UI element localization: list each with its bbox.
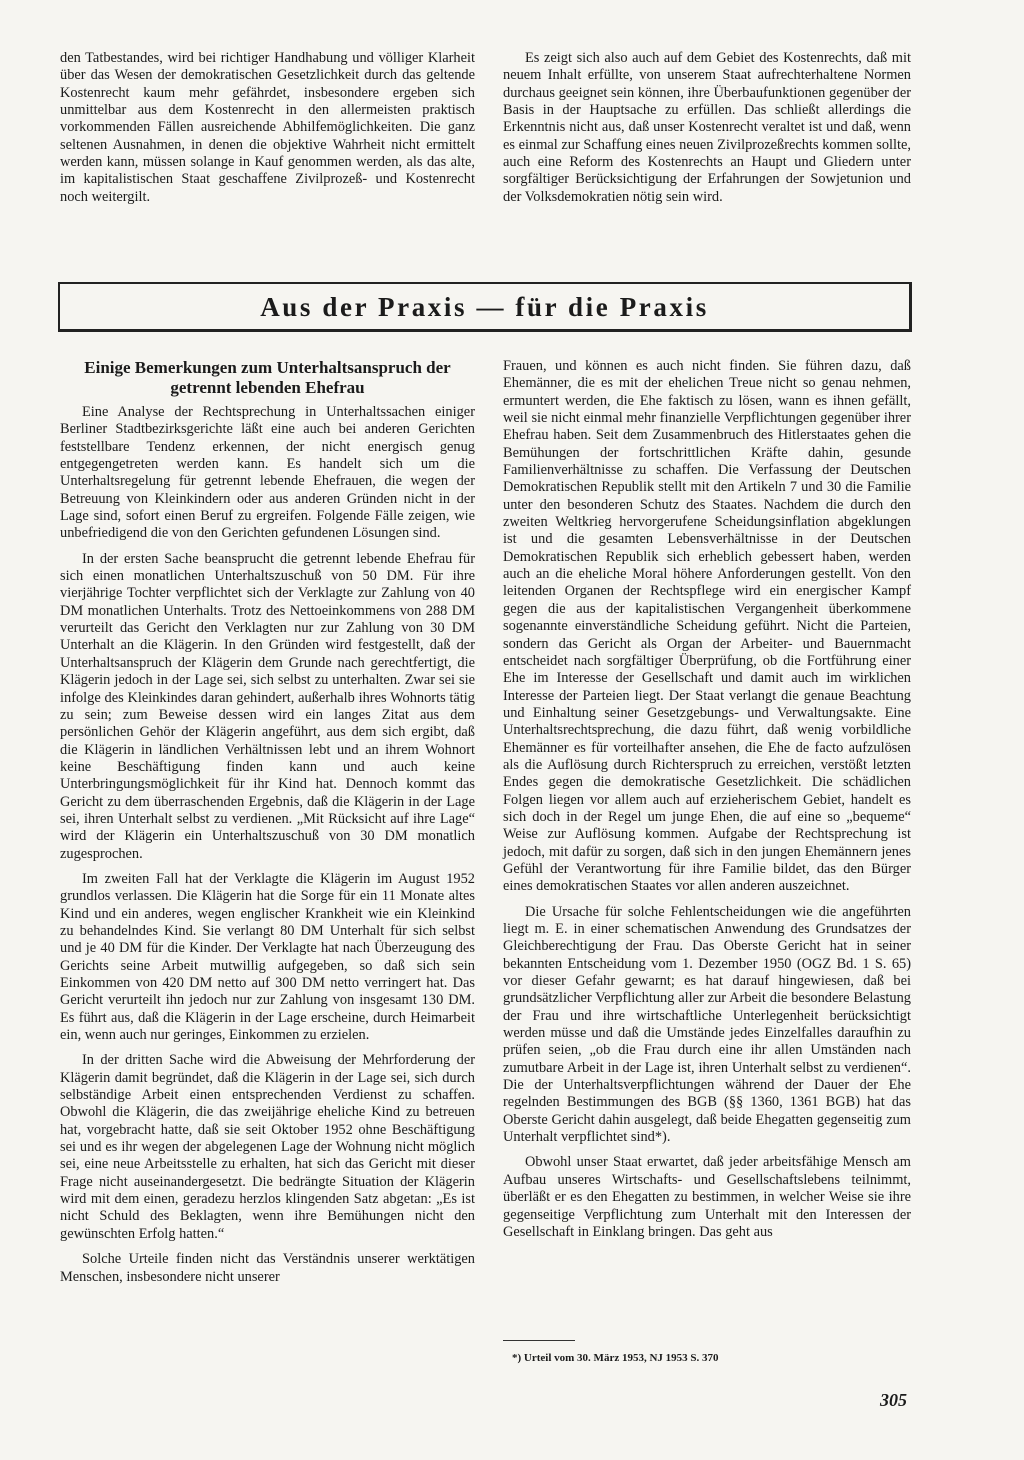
article-left-column [60,358,475,1286]
paragraph: den Tatbestandes, wird bei richtiger Handhabung und völliger Klarheit über das Wesen der demokratischen Gesetzlichkeit durch das geltende Kostenrecht kaum mehr gefährdet, insbesondere ergeben sich unmittelbar aus dem Kostenrecht in den allermeisten praktisch vorkommenden Fällen ausreichende Abhilfemöglichkeiten. Die ganz seltenen Ausnahmen, in denen die objektive Wahrheit nicht ermittelt werden kann, müssen solange in Kauf genommen werden, als das alte, im kapitalistischen Staat geschaffene Zivilprozeß- und Kostenrecht noch weitergilt. [60,50,475,205]
footnote-divider [503,1340,575,1341]
paragraph: Eine Analyse der Rechtsprechung in Unterhaltssachen einiger Berliner Stadtbezirksgerichte läßt eine auch bei anderen Gerichten feststellbare Tendenz erkennen, der nicht energisch genug entgegengetreten werden kann. Es handelt sich um die Unterhaltsregelung für getrennt lebende Ehefrauen, die wegen der Betreuung von Kleinkindern oder aus anderen Gründen nicht in der Lage sind, sofort einen Beruf zu ergreifen. Folgende Fälle zeigen, wie unbefriedigend die von den Gerichten gefundenen Lösungen sind. [60,404,475,542]
paragraph: Im zweiten Fall hat der Verklagte die Klägerin im August 1952 grundlos verlassen. Die Klägerin hat die Sorge für ein 11 Monate altes Kind und ein anderes, wegen englischer Krankheit wie ein Kleinkind zu behandelndes Kind. Sie verlangt 80 DM Unterhalt für sich selbst und je 40 DM für die Kinder. Der Verklagte hat nach Überzeugung des Gerichts seine Arbeit mutwillig aufgegeben, so daß sich sein Einkommen von 420 DM netto auf 300 DM netto verringert hat. Das Gericht verurteilt ihn jedoch nur zur Zahlung von insgesamt 130 DM. Es führt aus, daß die Klägerin in der Lage erscheine, durch Heimarbeit ein, wenn auch nur geringes, Einkommen zu erzielen. [60,870,475,1044]
top-right-column [503,50,911,206]
article-title: Einige Bemerkungen zum Unterhaltsanspruch der getrennt lebenden Ehefrau [84,358,451,397]
footnote: *) Urteil vom 30. März 1953, NJ 1953 S. 370 [512,1352,719,1364]
paragraph: Frauen, und können es auch nicht finden. Sie führen dazu, daß Ehemänner, die es mit der ehelichen Treue nicht so genau nehmen, ermuntert werden, die Ehe faktisch zu lösen, wann es ihnen gefällt, weil sie nicht einmal mehr finanzielle Verpflichtungen gegenüber ihrer Ehefrau haben. Seit dem Zusammenbruch des Hitlerstaates gehen die Bemühungen der fortschrittlichen Kräfte dahin, gesunde Familienverhältnisse zu schaffen. Die Verfassung der Deutschen Demokratischen Republik stellt mit den Artikeln 7 und 30 die Familie unter den besonderen Schutz des Staates. Nachdem die durch den zweiten Weltkrieg hervorgerufene Scheidungsinflation abgeklungen ist und die gesamten Lebensverhältnisse in der Deutschen Demokratischen Republik sich erheblich gebessert haben, werden auch an die eheliche Moral höhere Anforderungen gestellt. Von den leitenden Organen der Rechtspflege wird ein energischer Kampf gegen die aus der kapitalistischen Vergangenheit überkommene sogenannte einverständliche Scheidung geführt. Nicht die Parteien, sondern das Gericht als Organ der Arbeiter- und Bauernmacht entscheidet nach sorgfältiger Überprüfung, ob die Fortführung einer Ehe im Interesse der Gesellschaft und damit auch im wirklichen Interesse der Parteien liegt. Der Staat verlangt die genaue Beachtung und Einhaltung seiner Gesetzgebungs- und Verwaltungsakte. Eine Unterhaltsrechtsprechung, die dazu führt, daß wenig vorbildliche Ehemänner es für vorteilhafter ansehen, die Ehe de facto aufzulösen als die Auflösung durch Richterspruch zu erreichen, verstößt letzten Endes gegen die demokratische Gesetzlichkeit. Die schädlichen Folgen liegen vor allem auch auf erzieherischem Gebiet, handelt es sich doch in der Regel um junge Ehen, die auf eine so „bequeme“ Weise zur Auflösung kommen. Aufgabe der Rechtsprechung ist jedoch, mit dafür zu sorgen, daß sich in den jungen Ehemännern jenes Gefühl der Verantwortung für ihre Familie bildet, das den Bürger eines demokratischen Staates vor allen anderen auszeichnet. [503,358,911,895]
paragraph: Es zeigt sich also auch auf dem Gebiet des Kostenrechts, daß mit neuem Inhalt erfüllte, von unserem Staat aufrechterhaltene Normen durchaus geeignet sein können, ihre Überbaufunktionen gegenüber der Basis in der Hauptsache zu erfüllen. Das schließt allerdings die Erkenntnis nicht aus, daß unser Kostenrecht veraltet ist und daß, wenn es einmal zur Schaffung eines neuen Zivilprozeßrechts kommen sollte, auch eine Reform des Kostenrechts an Haupt und Gliedern unter sorgfältiger Berücksichtigung der Erfahrungen der Sowjetunion und der Volksdemokratien nötig sein wird. [503,50,911,205]
paragraph: Die Ursache für solche Fehlentscheidungen wie die angeführten liegt m. E. in einer schematischen Anwendung des Grundsatzes der Gleichberechtigung der Frau. Das Oberste Gericht hat in seiner bekannten Entscheidung vom 1. Dezember 1950 (OGZ Bd. 1 S. 65) vor dieser Gefahr gewarnt; es hat darauf hingewiesen, daß bei grundsätzlicher Verpflichtung aller zur Arbeit die besondere Belastung der Frau und ihre wirtschaftliche Unterlegenheit berücksichtigt werden müsse und daß die Umstände jedes Einzelfalles daraufhin zu prüfen seien, „ob die Frau durch eine ihr allen Umständen nach zumutbare Arbeit in der Lage ist, ihren Unterhalt selbst zu verdienen“. Die der Unterhaltsverpflichtungen während der Dauer der Ehe regelnden Bestimmungen des BGB (§§ 1360, 1361 BGB) hat das Oberste Gericht dahin ausgelegt, daß beide Ehegatten gegenseitig zum Unterhalt verpflichtet sind*). [503,903,911,1146]
section-title: Aus der Praxis — für die Praxis [260,292,709,322]
top-left-column [60,50,475,206]
section-banner [58,282,912,332]
paragraph: In der dritten Sache wird die Abweisung der Mehrforderung der Klägerin damit begründet, daß die Klägerin in der Lage sei, sich durch selbständige Arbeit einen entsprechenden Verdienst zu schaffen. Obwohl die Klägerin, die das zweijährige eheliche Kind zu betreuen hat, vorgebracht hatte, daß sie seit Oktober 1952 ohne Beschäftigung sei und es ihr wegen der abgelegenen Lage der Wohnung nicht möglich sei, eine neue Arbeitsstelle zu erhalten, hat sich das Gericht mit dieser Frage nicht auseinandergesetzt. Die bedrängte Situation der Klägerin wird mit dem einen, geradezu herzlos klingenden Satz abgetan: „Es ist nicht Schuld des Beklagten, wenn ihre Bemühungen nicht den gewünschten Erfolg hatten.“ [60,1052,475,1242]
page-number: 305 [880,1390,907,1410]
paragraph: Obwohl unser Staat erwartet, daß jeder arbeitsfähige Mensch am Aufbau unseres Wirtschafts- und Gesellschaftslebens teilnimmt, überläßt er es den Ehegatten zu bestimmen, in welcher Weise sie ihre gegenseitige Verpflichtung zum Unterhalt mit den Interessen der Gesellschaft in Einklang bringen. Das geht aus [503,1154,911,1240]
paragraph: Solche Urteile finden nicht das Verständnis unserer werktätigen Menschen, insbesondere nicht unserer [60,1251,475,1285]
paragraph: In der ersten Sache beansprucht die getrennt lebende Ehefrau für sich einen monatlichen Unterhaltszuschuß von 50 DM. Für ihre vierjährige Tochter verpflichtet sich der Verklagte zur Zahlung von 40 DM monatlichen Unterhalts. Trotz des Nettoeinkommens von 288 DM verurteilt das Gericht den Verklagten nur zur Zahlung von 30 DM Unterhalt an die Klägerin. In den Gründen wird festgestellt, daß der Unterhaltsanspruch der Klägerin dem Grunde nach gerechtfertigt, die Klägerin jedoch in der Lage sei, sich selbst zu unterhalten. Zwar sei sie infolge des Kleinkindes daran gehindert, außerhalb ihres Wohnorts tätig zu sein; zum Beweise dessen wird ein langes Zitat aus dem persönlichen Gehör der Klägerin angeführt, aus dem sich ergibt, daß die Klägerin in ländlichen Verhältnissen lebt und an ihrem Wohnort keine Beschäftigung finden kann und auch keine Unterbringungsmöglichkeit für ihr Kind hat. Dennoch kommt das Gericht zu dem überraschenden Ergebnis, daß die Klägerin in der Lage sei, ihren Unterhalt selbst zu verdienen. „Mit Rücksicht auf ihre Lage“ wird der Klägerin ein Unterhaltszuschuß von 30 DM monatlich zugesprochen. [60,550,475,862]
article-right-column [503,358,911,1241]
